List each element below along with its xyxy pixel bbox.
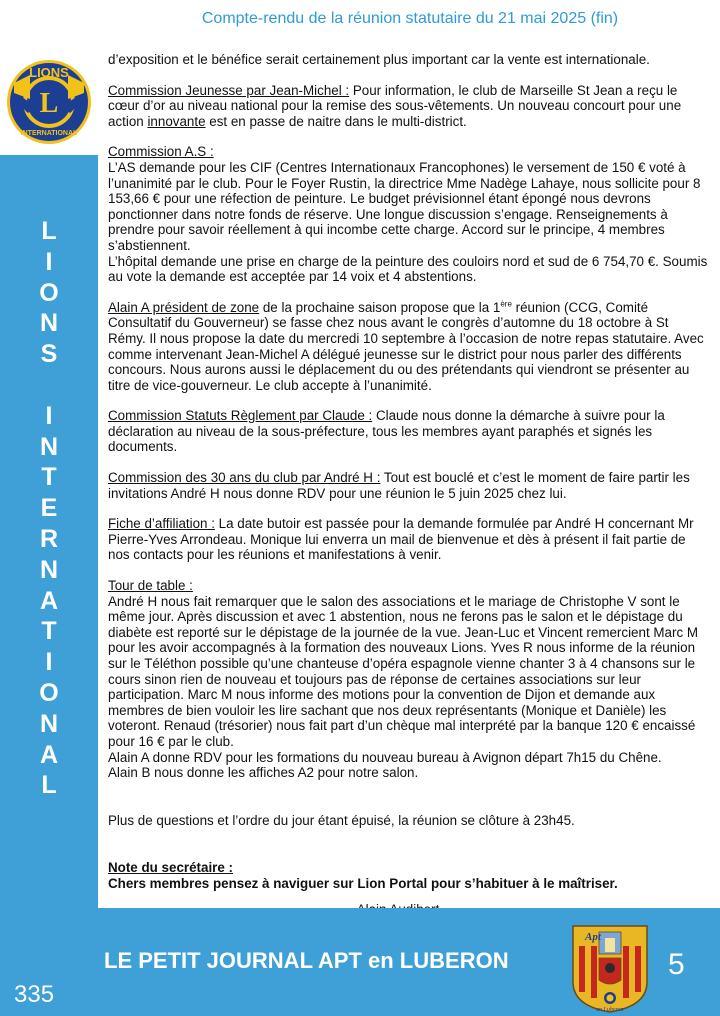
vertical-letter: L xyxy=(41,217,57,245)
statuts-paragraph: Commission Statuts Règlement par Claude : Claude nous donne la démarche à suivre pour la déclaration au niveau de la sous-préfecture, tous les membres ayant paraphés et signés les documents. xyxy=(108,408,665,455)
issue-number: 335 xyxy=(14,981,55,1008)
vertical-letter: N xyxy=(39,309,59,338)
vertical-letter xyxy=(0,370,98,401)
vertical-letter: R xyxy=(39,524,59,553)
vertical-letter: I xyxy=(45,247,53,276)
vertical-letter: N xyxy=(39,432,59,461)
logo-letter: L xyxy=(39,88,59,119)
lions-logo-icon xyxy=(6,53,92,151)
statuts-heading: Commission Statuts Règlement par Claude : xyxy=(108,408,373,424)
vertical-letter: N xyxy=(39,709,59,738)
zone-paragraph: Alain A président de zone de la prochaine saison propose que la 1ère réunion (CCG, Comité Consultatif du Gouverneur) se fasse chez nous avant le congrès d’automne du 18 octobre à St Rémy. Il nous propose la date du mercredi 10 septembre à l’occasion de notre repas statutaire. Avec comme intervenant Jean-Michel A délégué jeunesse sur le district pour nous parler des différents concours. Nous aurons aussi le déplacement du ou des prétendants qui viendront se présenter au titre de vice-gouverneur. Le club accepte à l’unanimité. xyxy=(108,299,704,393)
vertical-letter: E xyxy=(40,494,58,523)
trente-ans-heading: Commission des 30 ans du club par André H : xyxy=(108,470,381,486)
secretary-note: Note du secrétaire : Chers membres pensez à naviguer sur Lion Portal pour s’habituer à le maîtriser. xyxy=(108,860,618,891)
vertical-letter: S xyxy=(40,340,58,369)
vertical-letter: L xyxy=(41,771,57,800)
vertical-letter: T xyxy=(41,463,57,492)
intro-paragraph: d’exposition et le bénéfice serait certainement plus important car la vente est internationale. xyxy=(108,52,650,67)
vertical-letter: I xyxy=(45,401,53,430)
secretary-note-heading: Note du secrétaire : xyxy=(108,860,234,876)
as-heading: Commission A.S : xyxy=(108,144,214,160)
vertical-letter: I xyxy=(45,648,53,677)
affiliation-paragraph: Fiche d’affiliation : La date butoir est passée pour la demande formulée par André H concernant Mr Pierre-Yves Arrondeau. Monique lui enverra un mail de bienvenue et dès à présent il fait partie de nos contacts pour les réunions et manifestations à venir. xyxy=(108,516,694,563)
logo-top-text: LIONS xyxy=(29,65,69,80)
page-number: 5 xyxy=(668,948,685,981)
crest-label: Apt xyxy=(585,931,601,943)
vertical-letter: N xyxy=(39,555,59,584)
vertical-letter: O xyxy=(39,678,59,707)
vertical-letter: O xyxy=(39,278,59,307)
closing-paragraph: Plus de questions et l’ordre du jour étant épuisé, la réunion se clôture à 23h45. xyxy=(108,812,575,828)
page-header: Compte-rendu de la réunion statutaire du 21 mai 2025 (fin) xyxy=(201,10,619,27)
vertical-lions-international xyxy=(0,216,98,801)
jeunesse-heading: Commission Jeunesse par Jean-Michel : xyxy=(108,82,350,98)
crest-caption: en Luberon xyxy=(596,1007,624,1013)
zone-heading: Alain A président de zone xyxy=(108,299,260,315)
tour-de-table-heading: Tour de table : xyxy=(108,578,193,594)
article-body xyxy=(108,52,708,933)
vertical-letter: T xyxy=(41,617,57,646)
trente-ans-paragraph: Commission des 30 ans du club par André H : Tout est bouclé et c’est le moment de faire partir les invitations André H nous donne RDV pour une réunion le 5 juin 2025 chez lui. xyxy=(108,470,690,501)
logo-bottom-text: INTERNATIONAL xyxy=(20,130,78,137)
affiliation-heading: Fiche d’affiliation : xyxy=(108,516,215,532)
vertical-letter: A xyxy=(39,586,59,615)
apt-crest-icon xyxy=(569,922,651,1014)
tour-de-table-paragraph: Tour de table : André H nous fait remarquer que le salon des associations et le mariage de Christophe V sont le même jour. Après discussion et avec 1 abstention, nous ne ferons pas le salon et le dépistage du diabète est reporté sur le dépistage de la journée de la vue. Jean-Luc et Vincent remercient Marc M pour les avoir accompagnés à la formation des nouveaux Lions. Yves R nous informe de la réunion sur le Téléthon possible qu’une chanteuse d’opéra espagnole vienne chanter 3 à 4 chansons sur le cours sinon rien de nouveau et toujours pas de réponse de certaines associations sur leur participation. Marc M nous informe des motions pour la convention de Dijon et demande aux membres de bien vouloir les lire sachant que nos deux représentants (Monique et Danièle) les voteront. Renaud (trésorier) nous fait part d’un chèque mal interprété par la banque 120 € encaissé pour 16 € par le club. Alain A donne RDV pour les formations du nouveau bureau à Avignon départ 7h15 du Chêne. Alain B nous donne les affiches A2 pour notre salon. xyxy=(108,578,699,781)
vertical-letter: A xyxy=(39,740,59,769)
jeunesse-paragraph: Commission Jeunesse par Jean-Michel : Pour information, le club de Marseille St Jean a reçu le cœur d’or au niveau national pour la remise des sous-vêtements. Un nouveau concourt pour une action innovante est en passe de naitre dans le multi-district. xyxy=(108,82,682,129)
journal-title: LE PETIT JOURNAL APT en LUBERON xyxy=(104,948,509,973)
as-paragraph: Commission A.S : L’AS demande pour les CIF (Centres Internationaux Francophones) le versement de 150 € voté à l’unanimité par le club. Pour le Foyer Rustin, la directrice Mme Nadège Lahaye, nous sollicite pour 8 153,66 € pour une réfection de peinture. Le budget prévisionnel étant épongé nous devrons ponctionner dans notre fonds de réserve. Une longue discussion s’engage. Renseignements à prendre pour savoir réellement à qui incombe cette charge. Accord sur le principe, 4 membres s’abstiennent. L’hôpital demande une prise en charge de la peinture des couloirs nord et sud de 6 754,70 €. Soumis au vote la demande est acceptée par 14 voix et 4 abstentions. xyxy=(108,144,708,285)
